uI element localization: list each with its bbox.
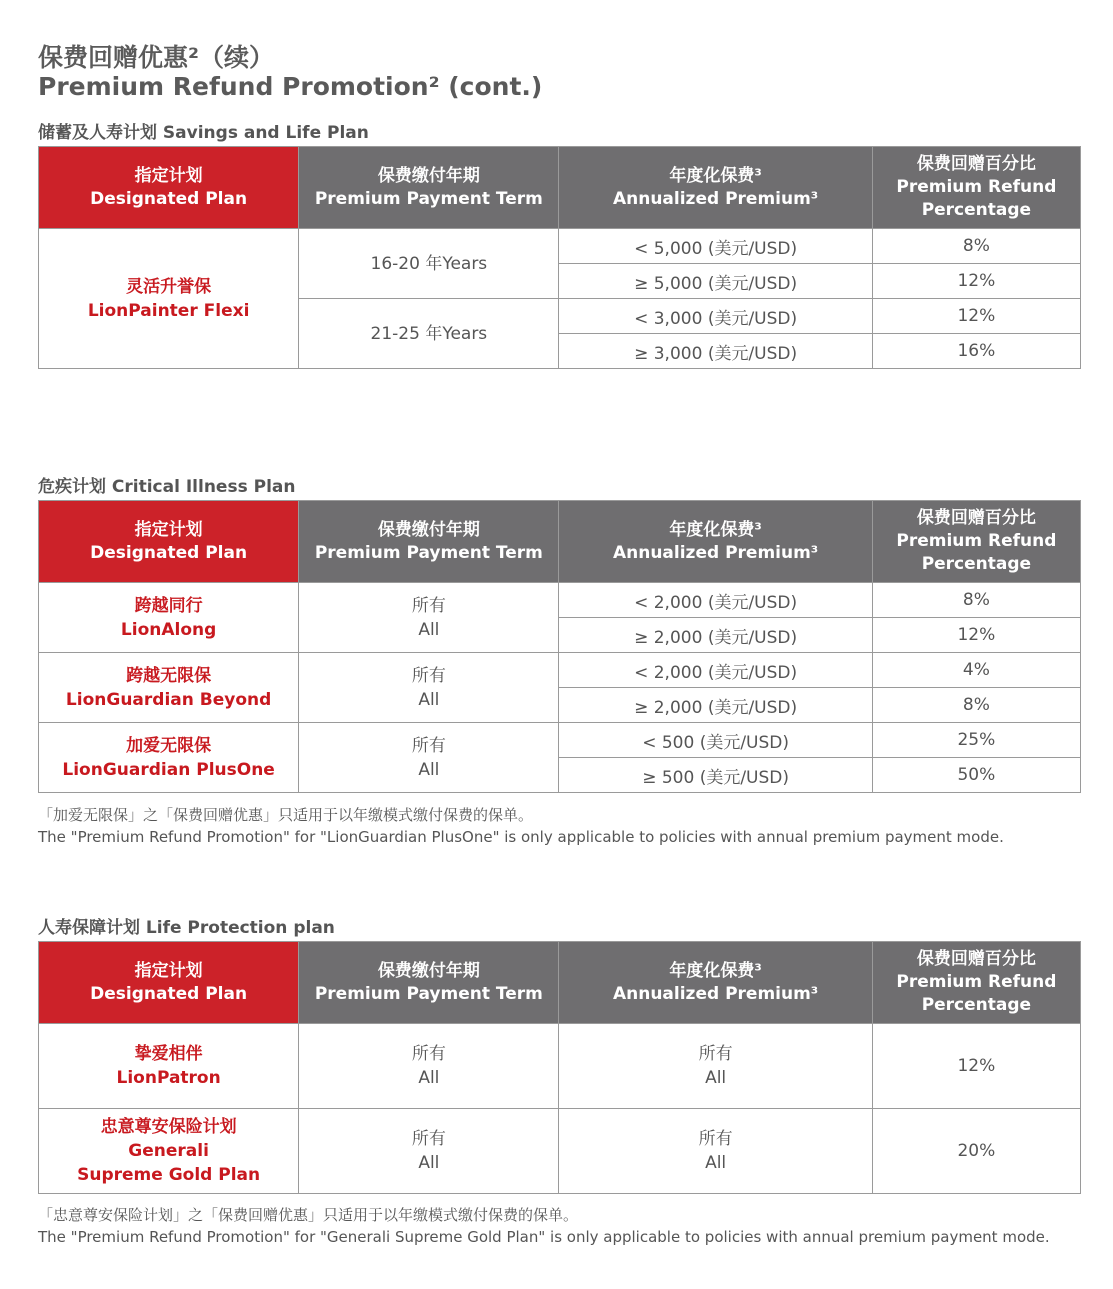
premium-cell: < 500 (美元/USD): [559, 723, 872, 758]
premium-cell: < 3,000 (美元/USD): [559, 299, 872, 334]
savings-table: [38, 146, 1081, 369]
refund-cell: 8%: [872, 688, 1080, 723]
refund-cell: 12%: [872, 264, 1080, 299]
note-cn-critical: 「加爱无限保」之「保费回赠优惠」只适用于以年缴模式缴付保费的保单。: [38, 806, 534, 824]
table-row: [39, 1024, 1081, 1109]
refund-cell: 16%: [872, 334, 1080, 369]
page-title-cn: 保费回赠优惠²（续）: [38, 43, 274, 72]
term-cell: 所有 All: [299, 1109, 559, 1194]
refund-cell: 12%: [872, 618, 1080, 653]
plan-name-cell: 忠意尊安保险计划 Generali Supreme Gold Plan: [39, 1109, 299, 1194]
section-title-life: 人寿保障计划 Life Protection plan: [38, 918, 335, 938]
section-title-savings: 储蓄及人寿计划 Savings and Life Plan: [38, 123, 369, 143]
table-row: [39, 1109, 1081, 1194]
section-title-critical: 危疾计划 Critical Illness Plan: [38, 477, 296, 497]
header-term: 保费缴付年期 Premium Payment Term: [299, 147, 559, 229]
table-row: [39, 229, 1081, 264]
header-refund: 保费回赠百分比 Premium Refund Percentage: [872, 501, 1080, 583]
header-refund: 保费回赠百分比 Premium Refund Percentage: [872, 147, 1080, 229]
premium-cell: 所有 All: [559, 1109, 872, 1194]
refund-cell: 25%: [872, 723, 1080, 758]
life-table: [38, 941, 1081, 1194]
table-header-row: [39, 501, 1081, 583]
premium-cell: 所有 All: [559, 1024, 872, 1109]
premium-cell: < 2,000 (美元/USD): [559, 653, 872, 688]
header-plan: 指定计划 Designated Plan: [39, 501, 299, 583]
header-plan: 指定计划 Designated Plan: [39, 147, 299, 229]
header-term: 保费缴付年期 Premium Payment Term: [299, 501, 559, 583]
refund-cell: 12%: [872, 1024, 1080, 1109]
header-premium: 年度化保费³ Annualized Premium³: [559, 501, 872, 583]
refund-cell: 50%: [872, 758, 1080, 793]
header-term: 保费缴付年期 Premium Payment Term: [299, 942, 559, 1024]
note-en-critical: The "Premium Refund Promotion" for "LionGuardian PlusOne" is only applicable to policies with annual premium payment mode.: [38, 828, 1004, 846]
table-row: [39, 723, 1081, 758]
plan-name-cell: 挚爱相伴 LionPatron: [39, 1024, 299, 1109]
premium-cell: < 2,000 (美元/USD): [559, 583, 872, 618]
plan-name-cell: 灵活升誉保 LionPainter Flexi: [39, 229, 299, 369]
plan-name-cell: 跨越同行 LionAlong: [39, 583, 299, 653]
term-cell: 21-25 年Years: [299, 299, 559, 369]
premium-cell: ≥ 2,000 (美元/USD): [559, 688, 872, 723]
header-premium: 年度化保费³ Annualized Premium³: [559, 147, 872, 229]
header-premium: 年度化保费³ Annualized Premium³: [559, 942, 872, 1024]
plan-name-cell: 加爱无限保 LionGuardian PlusOne: [39, 723, 299, 793]
critical-table: [38, 500, 1081, 793]
term-cell: 所有 All: [299, 723, 559, 793]
refund-cell: 20%: [872, 1109, 1080, 1194]
note-cn-life: 「忠意尊安保险计划」之「保费回赠优惠」只适用于以年缴模式缴付保费的保单。: [38, 1206, 579, 1224]
refund-cell: 4%: [872, 653, 1080, 688]
table-row: [39, 653, 1081, 688]
term-cell: 所有 All: [299, 653, 559, 723]
premium-cell: ≥ 500 (美元/USD): [559, 758, 872, 793]
table-header-row: [39, 942, 1081, 1024]
refund-cell: 12%: [872, 299, 1080, 334]
term-cell: 16-20 年Years: [299, 229, 559, 299]
premium-cell: ≥ 5,000 (美元/USD): [559, 264, 872, 299]
page-title-en: Premium Refund Promotion² (cont.): [38, 72, 543, 101]
refund-cell: 8%: [872, 229, 1080, 264]
plan-name-cell: 跨越无限保 LionGuardian Beyond: [39, 653, 299, 723]
refund-cell: 8%: [872, 583, 1080, 618]
table-header-row: [39, 147, 1081, 229]
header-plan: 指定计划 Designated Plan: [39, 942, 299, 1024]
premium-cell: < 5,000 (美元/USD): [559, 229, 872, 264]
premium-cell: ≥ 2,000 (美元/USD): [559, 618, 872, 653]
table-row: [39, 583, 1081, 618]
term-cell: 所有 All: [299, 583, 559, 653]
note-en-life: The "Premium Refund Promotion" for "Generali Supreme Gold Plan" is only applicable to policies with annual premium payment mode.: [38, 1228, 1050, 1246]
term-cell: 所有 All: [299, 1024, 559, 1109]
header-refund: 保费回赠百分比 Premium Refund Percentage: [872, 942, 1080, 1024]
premium-cell: ≥ 3,000 (美元/USD): [559, 334, 872, 369]
